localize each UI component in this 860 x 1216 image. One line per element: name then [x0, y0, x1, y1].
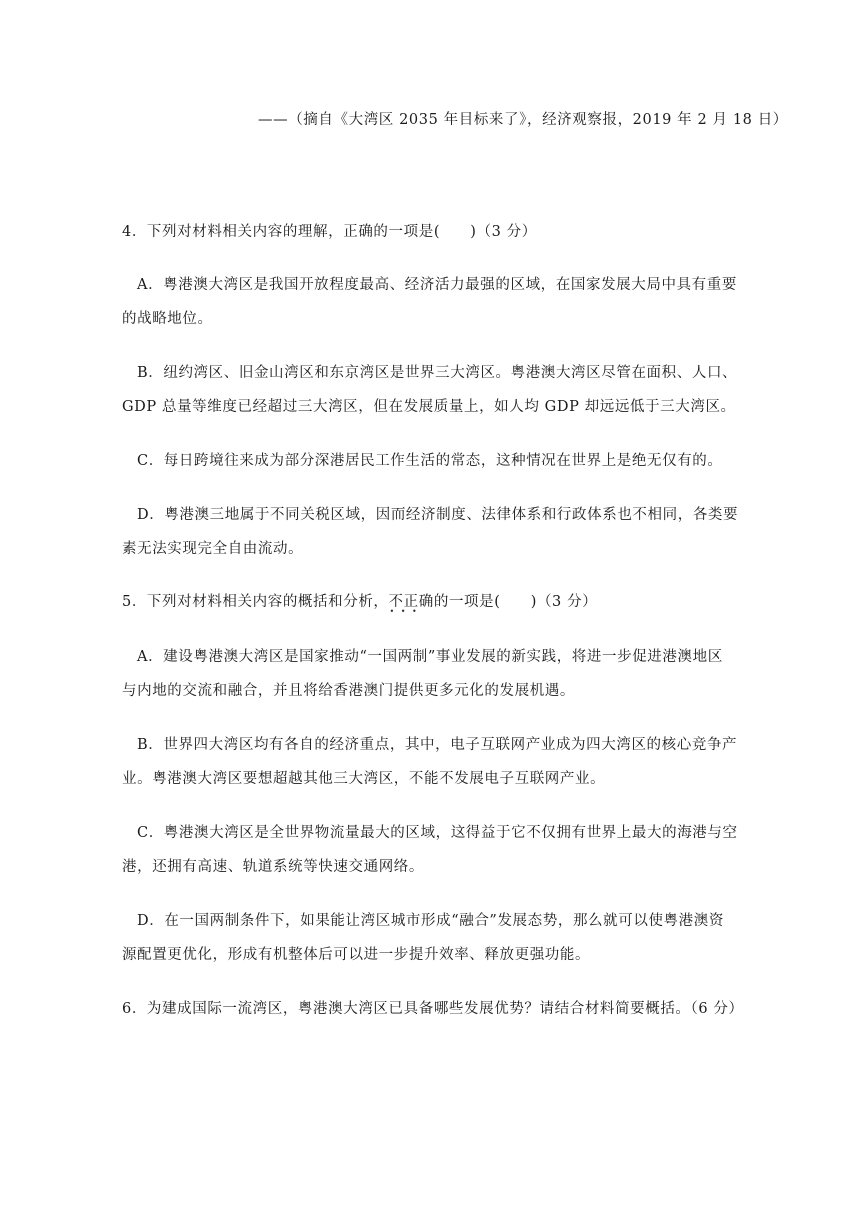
q5-option-b-line1: B．世界四大湾区均有各自的经济重点，其中，电子互联网产业成为四大湾区的核心竞争产 [137, 737, 738, 753]
q4-option-c-line1: C．每日跨境往来成为部分深港居民工作生活的常态，这种情况在世界上是绝无仅有的。 [137, 453, 723, 469]
q5-stem-prefix: 5．下列对材料相关内容的概括和分析， [122, 594, 389, 610]
q5-option-b-line2: 业。粤港澳大湾区要想超越其他三大湾区，不能不发展电子互联网产业。 [122, 771, 606, 787]
q5-option-a-line1: A．建设粤港澳大湾区是国家推动“一国两制”事业发展的新实践，将进一步促进港澳地区 [137, 649, 723, 665]
q4-option-d-line1: D．粤港澳三地属于不同关税区域，因而经济制度、法律体系和行政体系也不相同，各类要 [137, 507, 739, 523]
q5-stem-suffix: 的一项是( )（3 分） [433, 594, 598, 610]
q4-option-d-line2: 素无法实现完全自由流动。 [122, 541, 304, 557]
question-6-stem: 6．为建成国际一流湾区，粤港澳大湾区已具备哪些发展优势？请结合材料简要概括。（6 分） [122, 1001, 744, 1017]
q4-option-b-line1: B．纽约湾区、旧金山湾区和东京湾区是世界三大湾区。粤港澳大湾区尽管在面积、人口、 [137, 365, 738, 381]
q5-option-a-line2: 与内地的交流和融合，并且将给香港澳门提供更多元化的发展机遇。 [122, 683, 575, 699]
q5-option-c-line1: C．粤港澳大湾区是全世界物流量最大的区域，这得益于它不仅拥有世界上最大的海港与空 [137, 825, 738, 841]
q5-option-d-line2: 源配置更优化，形成有机整体后可以进一步提升效率、释放更强功能。 [122, 947, 591, 963]
q4-option-a-line1: A．粤港澳大湾区是我国开放程度最高、经济活力最强的区域，在国家发展大局中具有重要 [137, 277, 737, 293]
q5-option-d-line1: D．在一国两制条件下，如果能让湾区城市形成“融合”发展态势，那么就可以使粤港澳资 [137, 913, 724, 929]
question-4-stem: 4．下列对材料相关内容的理解，正确的一项是( )（3 分） [122, 224, 537, 240]
q4-option-a-line2: 的战略地位。 [122, 311, 213, 327]
q4-option-b-line2: GDP 总量等维度已经超过三大湾区，但在发展质量上，如人均 GDP 却远远低于三大湾区。 [122, 399, 736, 415]
q5-stem-emphasis: 不正确 • • • [389, 590, 434, 611]
question-5-stem [122, 590, 597, 611]
q5-option-c-line2: 港，还拥有高速、轨道系统等快速交通网络。 [122, 859, 424, 875]
source-citation: ——（摘自《大湾区 2035 年目标来了》，经济观察报，2019 年 2 月 18 日） [258, 112, 788, 128]
